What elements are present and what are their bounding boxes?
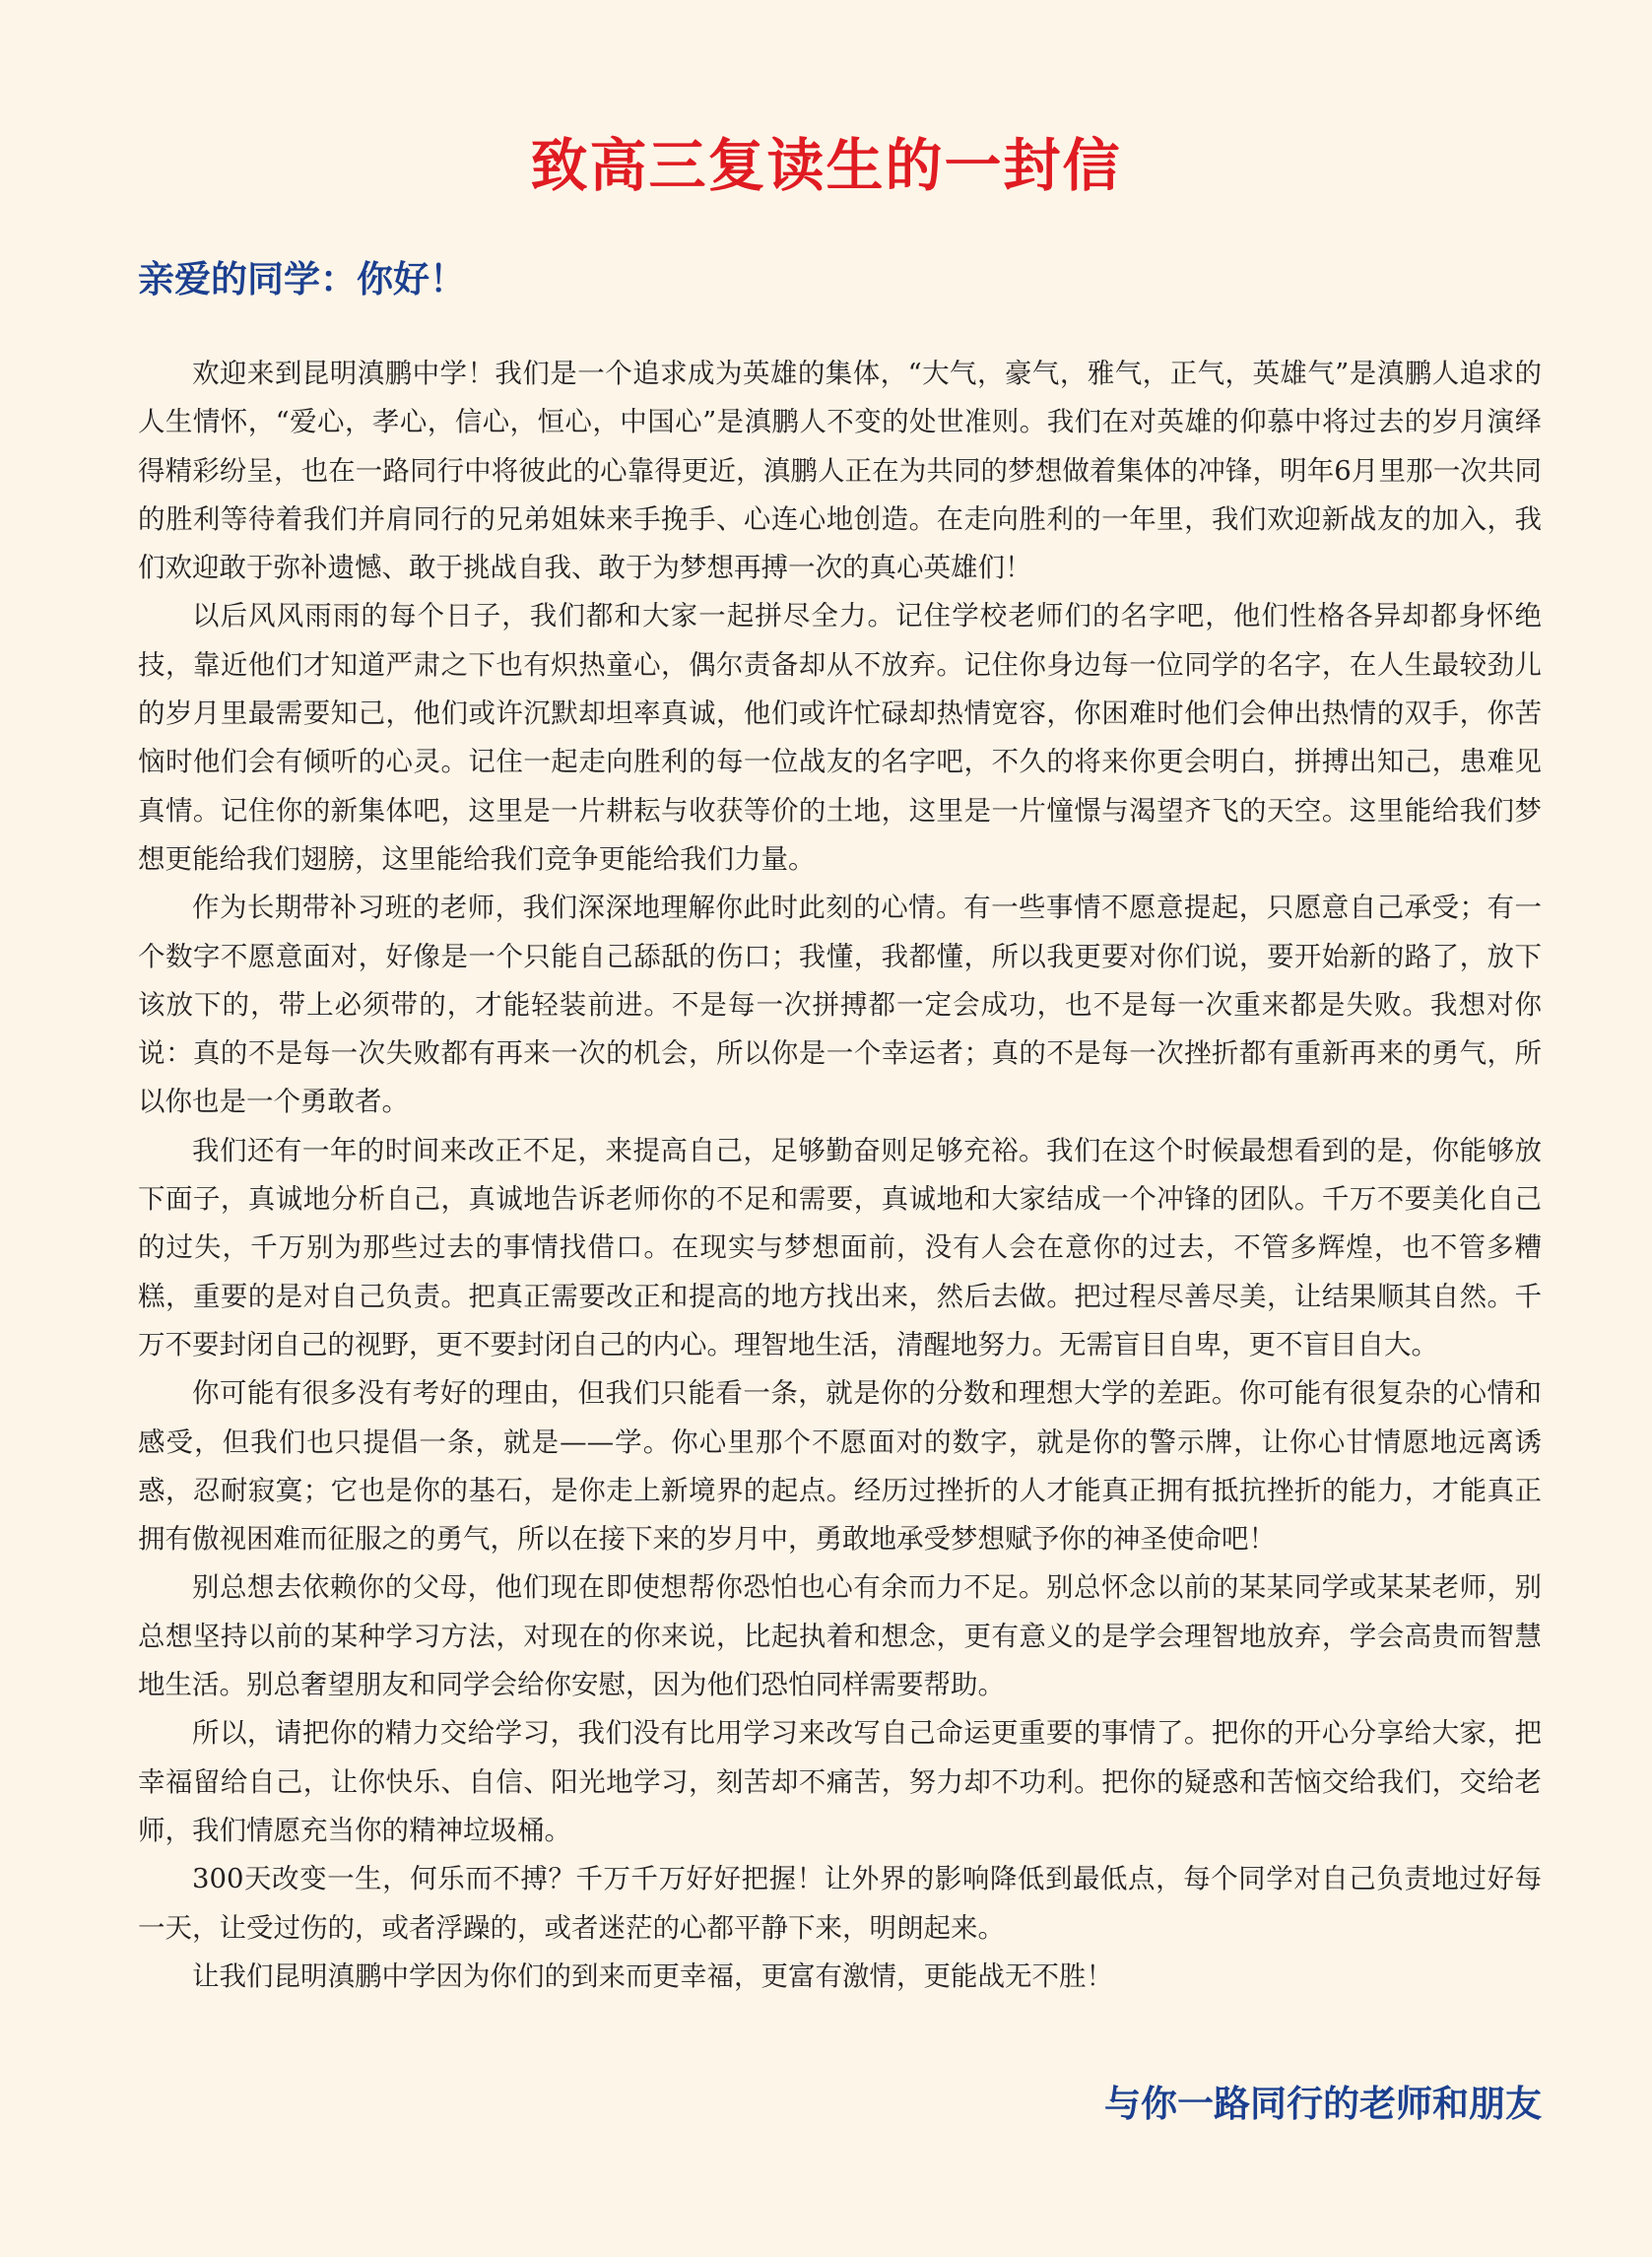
paragraph: 所以，请把你的精力交给学习，我们没有比用学习来改写自己命运更重要的事情了。把你的开心分享给大家，把幸福留给自己，让你快乐、自信、阳光地学习，刻苦却不痛苦，努力却不功利。把你的疑惑和苦恼交给我们，交给老师，我们情愿充当你的精神垃圾桶。 [138,1717,1542,1846]
paragraph: 我们还有一年的时间来改正不足，来提高自己，足够勤奋则足够充裕。我们在这个时候最想看到的是，你能够放下面子，真诚地分析自己，真诚地告诉老师你的不足和需要，真诚地和大家结成一个冲锋的团队。千万不要美化自己的过失，千万别为那些过去的事情找借口。在现实与梦想面前，没有人会在意你的过去，不管多辉煌，也不管多糟糕，重要的是对自己负责。把真正需要改正和提高的地方找出来，然后去做。把过程尽善尽美，让结果顺其自然。千万不要封闭自己的视野，更不要封闭自己的内心。理智地生活，清醒地努力。无需盲目自卑，更不盲目自大。 [138,1134,1542,1361]
letter-title: 致高三复读生的一封信 [530,132,1122,199]
signature: 与你一路同行的老师和朋友 [1104,2083,1542,2125]
letter-body [138,350,1542,2001]
paragraph: 作为长期带补习班的老师，我们深深地理解你此时此刻的心情。有一些事情不愿意提起，只愿意自己承受；有一个数字不愿意面对，好像是一个只能自己舔舐的伤口；我懂，我都懂，所以我更要对你们说，要开始新的路了，放下该放下的，带上必须带的，才能轻装前进。不是每一次拼搏都一定会成功，也不是每一次重来都是失败。我想对你说：真的不是每一次失败都有再来一次的机会，所以你是一个幸运者；真的不是每一次挫折都有重新再来的勇气，所以你也是一个勇敢者。 [138,892,1542,1118]
paragraph: 让我们昆明滇鹏中学因为你们的到来而更幸福，更富有激情，更能战无不胜！ [192,1959,1113,1992]
paragraph: 你可能有很多没有考好的理由，但我们只能看一条，就是你的分数和理想大学的差距。你可能有很复杂的心情和感受，但我们也只提倡一条，就是——学。你心里那个不愿面对的数字，就是你的警示牌，让你心甘情愿地远离诱惑，忍耐寂寞；它也是你的基石，是你走上新境界的起点。经历过挫折的人才能真正拥有抵抗挫折的能力，才能真正拥有傲视困难而征服之的勇气，所以在接下来的岁月中，勇敢地承受梦想赋予你的神圣使命吧！ [138,1377,1542,1556]
paragraph: 欢迎来到昆明滇鹏中学！我们是一个追求成为英雄的集体，“大气，豪气，雅气，正气，英雄气”是滇鹏人追求的人生情怀，“爱心，孝心，信心，恒心，中国心”是滇鹏人不变的处世准则。我们在对英雄的仰慕中将过去的岁月演绎得精彩纷呈，也在一路同行中将彼此的心靠得更近，滇鹏人正在为共同的梦想做着集体的冲锋，明年6月里那一次共同的胜利等待着我们并肩同行的兄弟姐妹来手挽手、心连心地创造。在走向胜利的一年里，我们欢迎新战友的加入，我们欢迎敢于弥补遗憾、敢于挑战自我、敢于为梦想再搏一次的真心英雄们！ [138,358,1542,584]
paragraph: 别总想去依赖你的父母，他们现在即使想帮你恐怕也心有余而力不足。别总怀念以前的某某同学或某某老师，别总想坚持以前的某种学习方法，对现在的你来说，比起执着和想念，更有意义的是学会理智地放弃，学会高贵而智慧地生活。别总奢望朋友和同学会给你安慰，因为他们恐怕同样需要帮助。 [138,1571,1542,1701]
paragraph: 300天改变一生，何乐而不搏？千万千万好好把握！让外界的影响降低到最低点，每个同学对自己负责地过好每一天，让受过伤的，或者浮躁的，或者迷茫的心都平静下来，明朗起来。 [138,1863,1542,1944]
salutation: 亲爱的同学：你好！ [138,258,466,300]
paragraph: 以后风风雨雨的每个日子，我们都和大家一起拼尽全力。记住学校老师们的名字吧，他们性格各异却都身怀绝技，靠近他们才知道严肃之下也有炽热童心，偶尔责备却从不放弃。记住你身边每一位同学的名字，在人生最较劲儿的岁月里最需要知己，他们或许沉默却坦率真诚，他们或许忙碌却热情宽容，你困难时他们会伸出热情的双手，你苦恼时他们会有倾听的心灵。记住一起走向胜利的每一位战友的名字吧，不久的将来你更会明白，拼搏出知己，患难见真情。记住你的新集体吧，这里是一片耕耘与收获等价的土地，这里是一片憧憬与渴望齐飞的天空。这里能给我们梦想更能给我们翅膀，这里能给我们竞争更能给我们力量。 [138,600,1542,875]
